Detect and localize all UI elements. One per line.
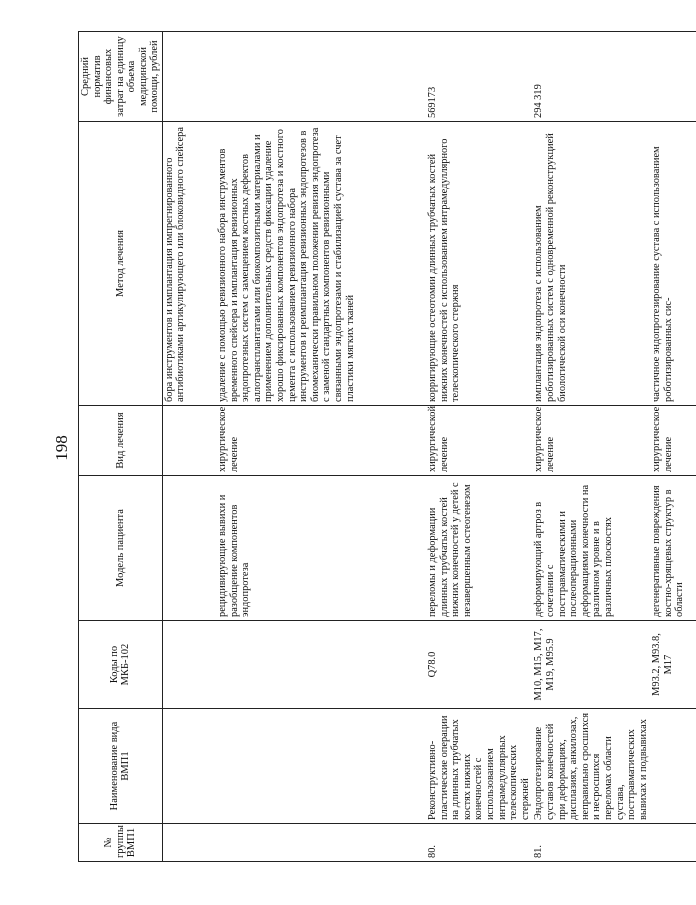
cell-norm — [650, 32, 696, 122]
table-header — [79, 32, 163, 862]
cell-type — [162, 406, 216, 476]
cell-method: имплантация эндопротеза с использованием роботизированных систем с одновременной реконструкцией биологической оси конечности — [532, 122, 650, 406]
cell-num — [650, 824, 696, 862]
cell-num: 81. — [532, 824, 650, 862]
cell-model: деформирующий артроз в сочетании с посттравматическими и послеоперационными деформациями конечности на различном уровне и в различных плоскостях — [532, 476, 650, 621]
cell-name: Эндопротезирование суставов конечностей при деформациях, дисплазиях, анкилозах, неправильно сросшихся и несросшихся переломах области сустава, посттравматических вывихах и подвывихах — [532, 709, 650, 824]
header-num: № группы ВМП1 — [79, 824, 163, 862]
cell-codes: M93.2, M93.8, M17 — [650, 621, 696, 709]
cell-type: хирургической лечение — [426, 406, 532, 476]
cell-model: переломы и деформации длинных трубчатых костей нижних конечностей у детей с незавершенным остеогенезом — [426, 476, 532, 621]
cell-norm: 569173 — [426, 32, 532, 122]
table-row — [650, 32, 696, 862]
cell-codes: Q78.0 — [426, 621, 532, 709]
header-codes: Коды по МКБ-102 — [79, 621, 163, 709]
cell-codes: M10, M15, M17, M19, M95.9 — [532, 621, 650, 709]
cell-type: хирургическое лечение — [216, 406, 426, 476]
vmp-table — [78, 31, 696, 862]
cell-name — [216, 709, 426, 824]
header-norm: Средний норматив финансовых затрат на единицу объема медицинской помощи, рублей — [79, 32, 163, 122]
cell-method: корригирующие остеотомии длинных трубчатых костей нижних конечностей с использованием интрамедуллярного телескопического стержня — [426, 122, 532, 406]
cell-num — [216, 824, 426, 862]
page-number: 198 — [52, 435, 71, 461]
cell-name — [650, 709, 696, 824]
cell-name — [162, 709, 216, 824]
cell-type: хирургическое лечение — [532, 406, 650, 476]
cell-model — [162, 476, 216, 621]
cell-num — [162, 824, 216, 862]
cell-codes — [216, 621, 426, 709]
cell-method: частичное эндопротезирование сустава с использованием роботизированных сис- — [650, 122, 696, 406]
table-row — [532, 32, 650, 862]
cell-method: удаление с помощью ревизионного набора инструментов временного спейсера и имплантация ревизионных эндопротезных систем с замещением костных дефектов аллотрансплантатами или биокомпозитными материалами и применением дополнительных средств фиксации удаление хорошо фиксированных компонентов эндопротеза и костного цемента с использованием ревизионного набора инструментов и реимплантация ревизионных эндопротезов в биомеханически правильном положении ревизия эндопротеза с заменой стандартных компонентов ревизионными связанными эндопротезами и стабилизацией сустава за счет пластики мягких тканей — [216, 122, 426, 406]
cell-norm — [162, 32, 216, 122]
header-name: Наименование вида ВМП1 — [79, 709, 163, 824]
table-row — [162, 32, 216, 862]
cell-norm: 294 319 — [532, 32, 650, 122]
cell-norm — [216, 32, 426, 122]
cell-type: хирургическое лечение — [650, 406, 696, 476]
cell-name: Реконструктивно-пластические операции на длинных трубчатых костях нижних конечностей с использованием интрамедуллярных телескопических стержней — [426, 709, 532, 824]
cell-model: рецидивирующие вывихи и разобщение компонентов эндопротеза — [216, 476, 426, 621]
cell-method: бора инструментов и имплантация импрегнированного антибиотиками артикулирующего или блоковидного спейсера — [162, 122, 216, 406]
header-method: Метод лечения — [79, 122, 163, 406]
table-row — [216, 32, 426, 862]
cell-model: дегенеративные повреждения костно-хрящевых структур в области — [650, 476, 696, 621]
table-row — [426, 32, 532, 862]
header-model: Модель пациента — [79, 476, 163, 621]
cell-num: 80. — [426, 824, 532, 862]
rotated-table-wrapper — [78, 32, 686, 862]
header-type: Вид лечения — [79, 406, 163, 476]
cell-codes — [162, 621, 216, 709]
